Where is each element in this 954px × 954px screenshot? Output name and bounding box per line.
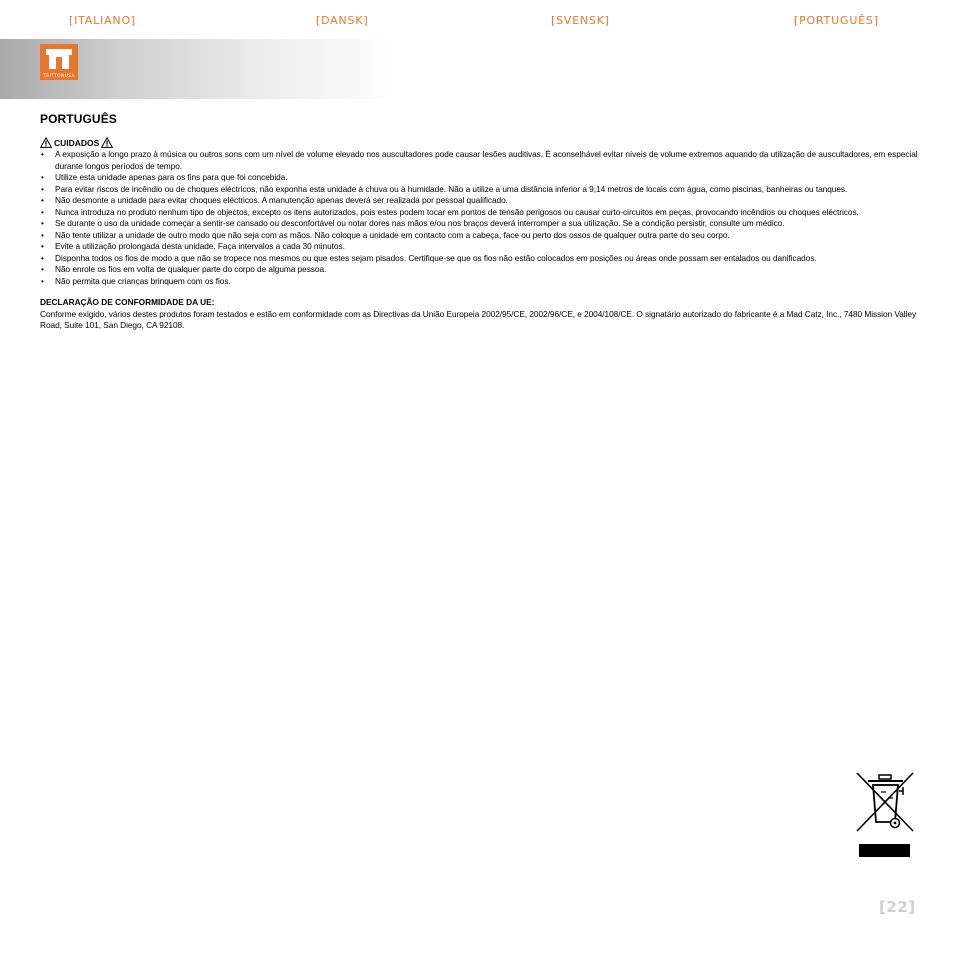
list-item-text: A exposição a longo prazo à música ou outros sons com um nível de volume elevado nos auscultadores pode causar lesões auditivas. É aconselhável evitar níveis de volume extremos aquando da utilização de auscultadores, em especial durante longos períodos de tempo. [55, 149, 918, 171]
bullet-dot: • [41, 172, 44, 182]
list-item-text: Não tente utilizar a unidade de outro modo que não seja com as mãos. Não coloque a unidade em contacto com a cabeça, face ou perto dos ossos de qualquer outra parte do seu corpo. [55, 229, 730, 240]
list-item-text: Para evitar riscos de incêndio ou de choques eléctricos, não exponha esta unidade à chuva ou à humidade. Não a utilize a uma distância inferior a 9,14 metros de locais com água, como piscinas, banheiras ou tanques. [55, 183, 848, 194]
weee-bar [859, 844, 910, 857]
caution-list [40, 149, 918, 287]
logo-wordmark: TRITTONUSA [43, 73, 75, 78]
bullet-dot: • [41, 229, 44, 240]
list-item-text: Nunca introduza no produto nenhum tipo de objectos, excepto os itens autorizados, pois estes podem tocar em pontos de tensão perigosos ou causar curto-circuitos em peças, provocando incêndios ou choques eléctricos. [55, 206, 859, 217]
lang-link-italiano[interactable]: [ITALIANO] [69, 14, 137, 27]
section-heading: PORTUGUÊS [40, 112, 117, 126]
list-item [40, 195, 918, 207]
declaration-text: Conforme exigido, vários destes produtos foram testados e estão em conformidade com as Directivas da União Europeia 2002/95/CE, 2002/96/CE, e 2004/108/CE. O signatário autorizado do fabricante é a Mad Catz, Inc., 7480 Mission Valley Road, Suite 101, San Diego, CA 92108. [40, 308, 917, 330]
list-item-text: Não enrole os fios em volta de qualquer parte do corpo de alguma pessoa. [55, 264, 327, 274]
bullet-dot: • [41, 183, 44, 194]
bullet-dot: • [41, 149, 44, 159]
list-item-text: Não permita que crianças brinquem com os fios. [55, 275, 231, 286]
caution-title-text: CUIDADOS [54, 137, 100, 148]
list-item [40, 184, 918, 196]
declaration-heading: DECLARAÇÃO DE CONFORMIDADE DA UE: [40, 297, 215, 307]
bullet-dot: • [41, 241, 44, 251]
bullet-dot: • [41, 195, 44, 205]
list-item [40, 207, 918, 219]
page-number: [22] [879, 898, 916, 916]
bullet-dot: • [41, 206, 44, 217]
list-item [40, 264, 918, 276]
list-item-text: Não desmonte a unidade para evitar choques eléctricos. A manutenção apenas deverá ser realizada por pessoal qualificado. [55, 195, 508, 205]
lang-link-dansk[interactable]: [DANSK] [316, 14, 369, 27]
bullet-dot: • [41, 218, 44, 228]
list-item-text: Evite a utilização prolongada desta unidade. Faça intervalos a cada 30 minutos. [55, 241, 345, 251]
crossed-out-wheelie-bin-icon [855, 772, 915, 834]
list-item-text: Utilize esta unidade apenas para os fins para que foi concebida. [55, 172, 288, 182]
list-item [40, 230, 918, 242]
caution-heading [40, 137, 918, 148]
list-item-text: Se durante o uso da unidade começar a sentir-se cansado ou desconfortável ou notar dores nas mãos e/ou nos braços deverá interromper a sua utilização. Se a condição persistir, consulte um médico. [55, 218, 785, 228]
warning-triangle-icon [101, 137, 113, 148]
language-nav [0, 14, 954, 28]
list-item [40, 149, 918, 172]
bullet-dot: • [41, 264, 44, 274]
list-item-text: Disponha todos os fios de modo a que não se tropece nos mesmos ou que estes sejam pisados. Certifique-se que os fios não estão colocados em posições ou áreas onde possam ser entalados ou danificados. [55, 252, 817, 263]
document-body [40, 112, 918, 332]
list-item [40, 276, 918, 288]
bullet-dot: • [41, 275, 44, 286]
list-item [40, 218, 918, 230]
list-item [40, 172, 918, 184]
lang-link-svensk[interactable]: [SVENSK] [551, 14, 610, 27]
bullet-dot: • [41, 252, 44, 263]
warning-triangle-icon [40, 137, 52, 148]
lang-link-portugues[interactable]: [PORTUGUÊS] [794, 14, 879, 27]
list-item [40, 241, 918, 253]
list-item [40, 253, 918, 265]
